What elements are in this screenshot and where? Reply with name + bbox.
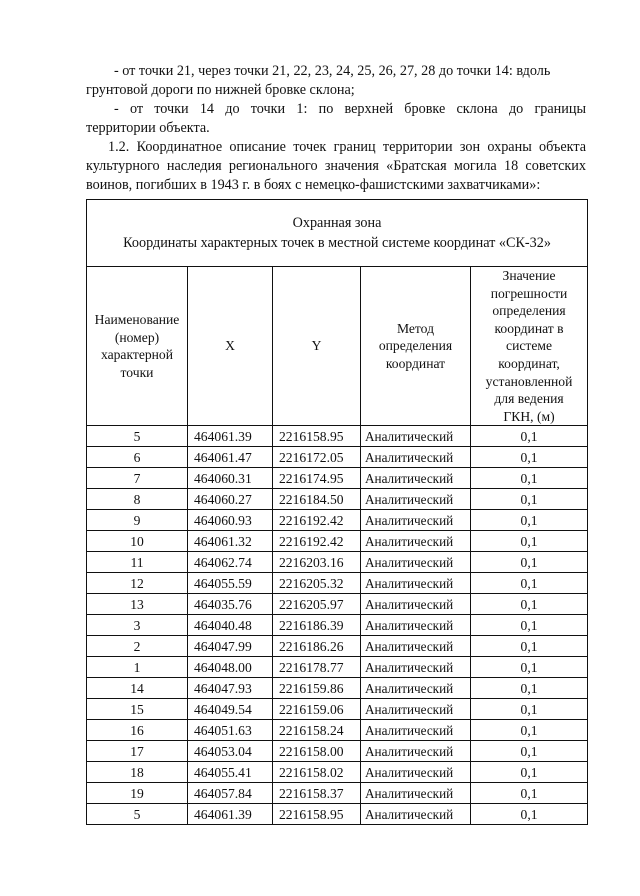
cell-y: 2216158.24 [273, 720, 361, 741]
intro-line-2: грунтовой дороги по нижней бровке склона; [86, 82, 355, 98]
table-row [87, 741, 588, 762]
cell-method: Аналитический [361, 783, 471, 804]
cell-y: 2216205.97 [273, 594, 361, 615]
cell-x: 464060.93 [188, 510, 273, 531]
cell-point-number: 12 [87, 573, 188, 594]
cell-point-number: 16 [87, 720, 188, 741]
cell-method: Аналитический [361, 489, 471, 510]
cell-x: 464060.31 [188, 468, 273, 489]
section-line-1: 1.2. Координатное описание точек границ территории зон охраны объекта [108, 139, 586, 155]
cell-x: 464035.76 [188, 594, 273, 615]
cell-method: Аналитический [361, 594, 471, 615]
table-caption-subtitle: Координаты характерных точек в местной системе координат «СК-32» [123, 235, 551, 251]
cell-error: 0,1 [471, 762, 588, 783]
cell-x: 464061.39 [188, 804, 273, 825]
cell-point-number: 5 [87, 426, 188, 447]
section-paragraph [86, 138, 586, 195]
table-row [87, 552, 588, 573]
cell-point-number: 9 [87, 510, 188, 531]
cell-point-number: 2 [87, 636, 188, 657]
cell-point-number: 11 [87, 552, 188, 573]
cell-y: 2216186.26 [273, 636, 361, 657]
cell-method: Аналитический [361, 741, 471, 762]
cell-point-number: 1 [87, 657, 188, 678]
table-row [87, 468, 588, 489]
cell-method: Аналитический [361, 552, 471, 573]
header-point-name: Наименование (номер) характерной точки [87, 267, 188, 426]
cell-error: 0,1 [471, 615, 588, 636]
cell-point-number: 18 [87, 762, 188, 783]
intro-line-4: территории объекта. [86, 120, 210, 136]
table-caption-title: Охранная зона [292, 215, 382, 231]
cell-x: 464062.74 [188, 552, 273, 573]
cell-point-number: 8 [87, 489, 188, 510]
cell-method: Аналитический [361, 510, 471, 531]
cell-error: 0,1 [471, 552, 588, 573]
table-row [87, 699, 588, 720]
cell-x: 464047.93 [188, 678, 273, 699]
cell-method: Аналитический [361, 678, 471, 699]
table-row [87, 636, 588, 657]
cell-error: 0,1 [471, 636, 588, 657]
cell-x: 464061.32 [188, 531, 273, 552]
cell-error: 0,1 [471, 468, 588, 489]
cell-point-number: 5 [87, 804, 188, 825]
cell-method: Аналитический [361, 657, 471, 678]
table-row [87, 804, 588, 825]
cell-method: Аналитический [361, 573, 471, 594]
table-header-row [87, 267, 588, 426]
intro-paragraph [86, 62, 586, 138]
cell-error: 0,1 [471, 783, 588, 804]
cell-y: 2216159.06 [273, 699, 361, 720]
intro-line-1: - от точки 21, через точки 21, 22, 23, 24, 25, 26, 27, 28 до точки 14: вдоль [114, 63, 551, 79]
cell-method: Аналитический [361, 426, 471, 447]
table-row [87, 762, 588, 783]
cell-x: 464053.04 [188, 741, 273, 762]
cell-method: Аналитический [361, 531, 471, 552]
table-row [87, 489, 588, 510]
cell-y: 2216186.39 [273, 615, 361, 636]
header-method: Метод определения координат [361, 267, 471, 426]
cell-error: 0,1 [471, 489, 588, 510]
cell-method: Аналитический [361, 699, 471, 720]
cell-error: 0,1 [471, 573, 588, 594]
cell-point-number: 6 [87, 447, 188, 468]
cell-error: 0,1 [471, 426, 588, 447]
cell-y: 2216158.37 [273, 783, 361, 804]
cell-error: 0,1 [471, 720, 588, 741]
cell-error: 0,1 [471, 657, 588, 678]
cell-point-number: 14 [87, 678, 188, 699]
header-error: Значение погрешности определения координат в системе координат, установленной для ведения ГКН, (м) [471, 267, 588, 426]
table-row [87, 678, 588, 699]
cell-error: 0,1 [471, 699, 588, 720]
cell-error: 0,1 [471, 741, 588, 762]
table-row [87, 615, 588, 636]
cell-y: 2216159.86 [273, 678, 361, 699]
cell-y: 2216178.77 [273, 657, 361, 678]
cell-x: 464048.00 [188, 657, 273, 678]
table-row [87, 447, 588, 468]
cell-error: 0,1 [471, 510, 588, 531]
cell-y: 2216192.42 [273, 510, 361, 531]
cell-x: 464040.48 [188, 615, 273, 636]
cell-error: 0,1 [471, 447, 588, 468]
table-row [87, 783, 588, 804]
cell-point-number: 17 [87, 741, 188, 762]
cell-y: 2216205.32 [273, 573, 361, 594]
cell-error: 0,1 [471, 594, 588, 615]
table-caption-row [87, 200, 588, 267]
cell-x: 464060.27 [188, 489, 273, 510]
cell-method: Аналитический [361, 720, 471, 741]
cell-error: 0,1 [471, 531, 588, 552]
table-caption [87, 200, 588, 267]
cell-point-number: 7 [87, 468, 188, 489]
cell-point-number: 15 [87, 699, 188, 720]
header-x: X [188, 267, 273, 426]
cell-x: 464061.39 [188, 426, 273, 447]
cell-x: 464051.63 [188, 720, 273, 741]
table-row [87, 594, 588, 615]
table-row [87, 720, 588, 741]
cell-error: 0,1 [471, 804, 588, 825]
cell-x: 464057.84 [188, 783, 273, 804]
cell-y: 2216174.95 [273, 468, 361, 489]
section-line-2: культурного наследия регионального значения «Братская могила 18 советских [86, 158, 586, 174]
table-row [87, 657, 588, 678]
cell-method: Аналитический [361, 468, 471, 489]
intro-line-3: - от точки 14 до точки 1: по верхней бровке склона до границы [114, 101, 586, 117]
cell-y: 2216184.50 [273, 489, 361, 510]
section-line-3: воинов, погибших в 1943 г. в боях с немецко-фашистскими захватчиками»: [86, 177, 541, 193]
cell-x: 464055.59 [188, 573, 273, 594]
cell-x: 464049.54 [188, 699, 273, 720]
cell-y: 2216158.95 [273, 804, 361, 825]
cell-x: 464061.47 [188, 447, 273, 468]
cell-point-number: 13 [87, 594, 188, 615]
cell-method: Аналитический [361, 447, 471, 468]
cell-point-number: 19 [87, 783, 188, 804]
cell-y: 2216158.00 [273, 741, 361, 762]
coordinates-table [86, 199, 588, 825]
table-row [87, 510, 588, 531]
cell-y: 2216203.16 [273, 552, 361, 573]
cell-x: 464055.41 [188, 762, 273, 783]
cell-point-number: 3 [87, 615, 188, 636]
cell-y: 2216192.42 [273, 531, 361, 552]
table-row [87, 426, 588, 447]
cell-error: 0,1 [471, 678, 588, 699]
cell-method: Аналитический [361, 804, 471, 825]
table-row [87, 573, 588, 594]
header-y: Y [273, 267, 361, 426]
cell-y: 2216158.02 [273, 762, 361, 783]
cell-method: Аналитический [361, 636, 471, 657]
cell-y: 2216158.95 [273, 426, 361, 447]
cell-point-number: 10 [87, 531, 188, 552]
cell-x: 464047.99 [188, 636, 273, 657]
cell-method: Аналитический [361, 762, 471, 783]
cell-method: Аналитический [361, 615, 471, 636]
table-row [87, 531, 588, 552]
cell-y: 2216172.05 [273, 447, 361, 468]
